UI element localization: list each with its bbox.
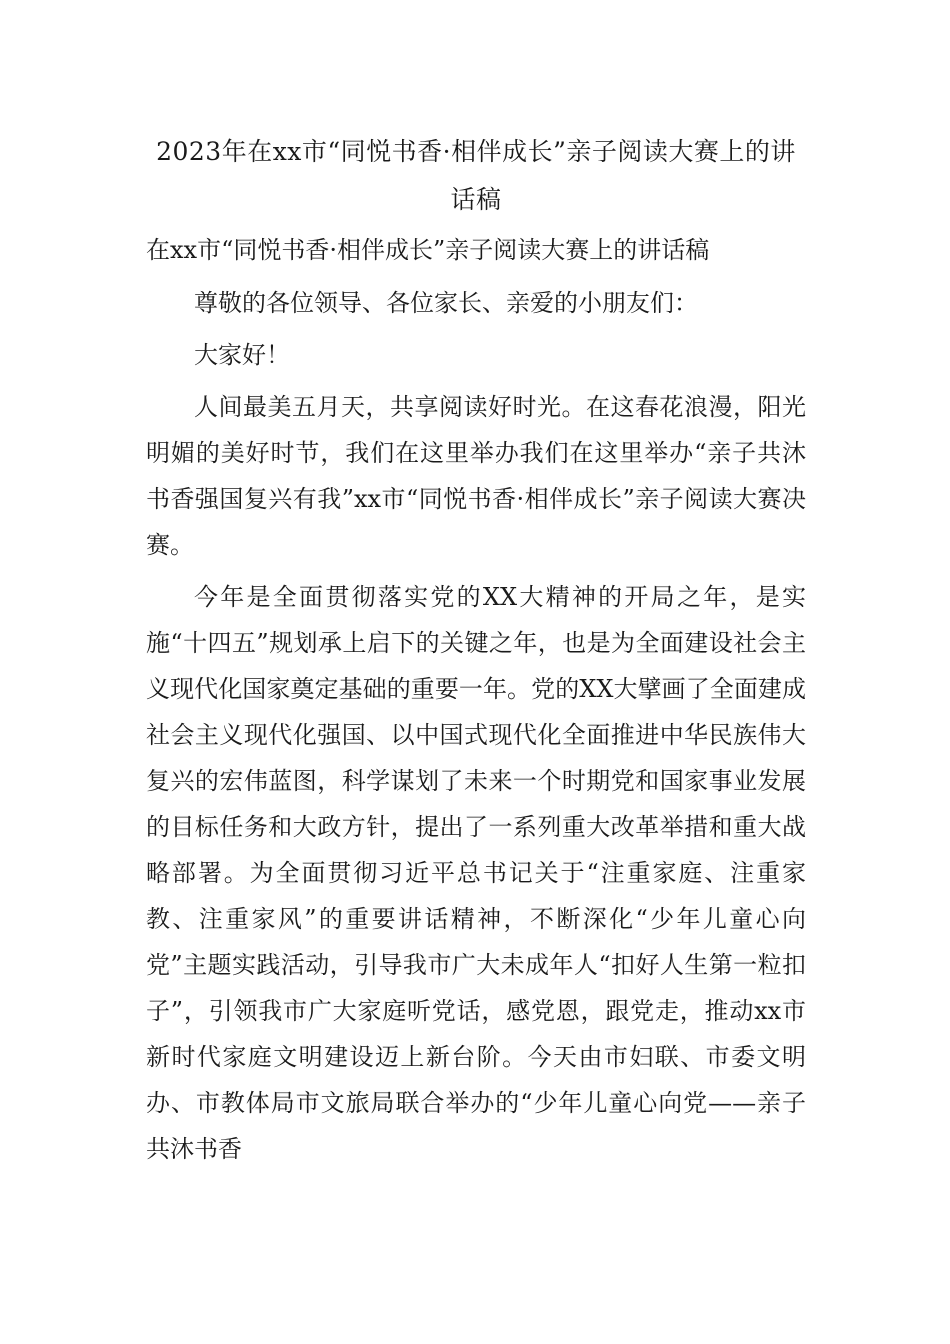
greeting-line: 尊敬的各位领导、各位家长、亲爱的小朋友们： (194, 289, 698, 317)
document-subtitle: 在xx市“同悦书香·相伴成长”亲子阅读大赛上的讲话稿 (146, 236, 710, 264)
document-title: 2023年在xx市“同悦书香·相伴成长”亲子阅读大赛上的讲话稿 (156, 137, 796, 214)
body-paragraph: 今年是全面贯彻落实党的XX大精神的开局之年，是实施“十四五”规划承上启下的关键之年，也是为全面建设社会主义现代化国家奠定基础的重要一年。党的XX大擘画了全面建成社会主义现代化强国、以中国式现代化全面推进中华民族伟大复兴的宏伟蓝图，科学谋划了未来一个时期党和国家事业发展的目标任务和大政方针，提出了一系列重大改革举措和重大战略部署。为全面贯彻习近平总书记关于“注重家庭、注重家教、注重家风”的重要讲话精神，不断深化“少年儿童心向党”主题实践活动，引导我市广大未成年人“扣好人生第一粒扣子”，引领我市广大家庭听党话，感党恩，跟党走，推动xx市新时代家庭文明建设迈上新台阶。今天由市妇联、市委文明办、市教体局市文旅局联合举办的“少年儿童心向党——亲子共沐书香 (146, 583, 806, 1163)
hello-line: 大家好！ (194, 341, 290, 369)
body-paragraph: 人间最美五月天，共享阅读好时光。在这春花浪漫，阳光明媚的美好时节，我们在这里举办我们在这里举办“亲子共沐书香强国复兴有我”xx市“同悦书香·相伴成长”亲子阅读大赛决赛。 (146, 393, 806, 559)
document-page (146, 128, 806, 1172)
